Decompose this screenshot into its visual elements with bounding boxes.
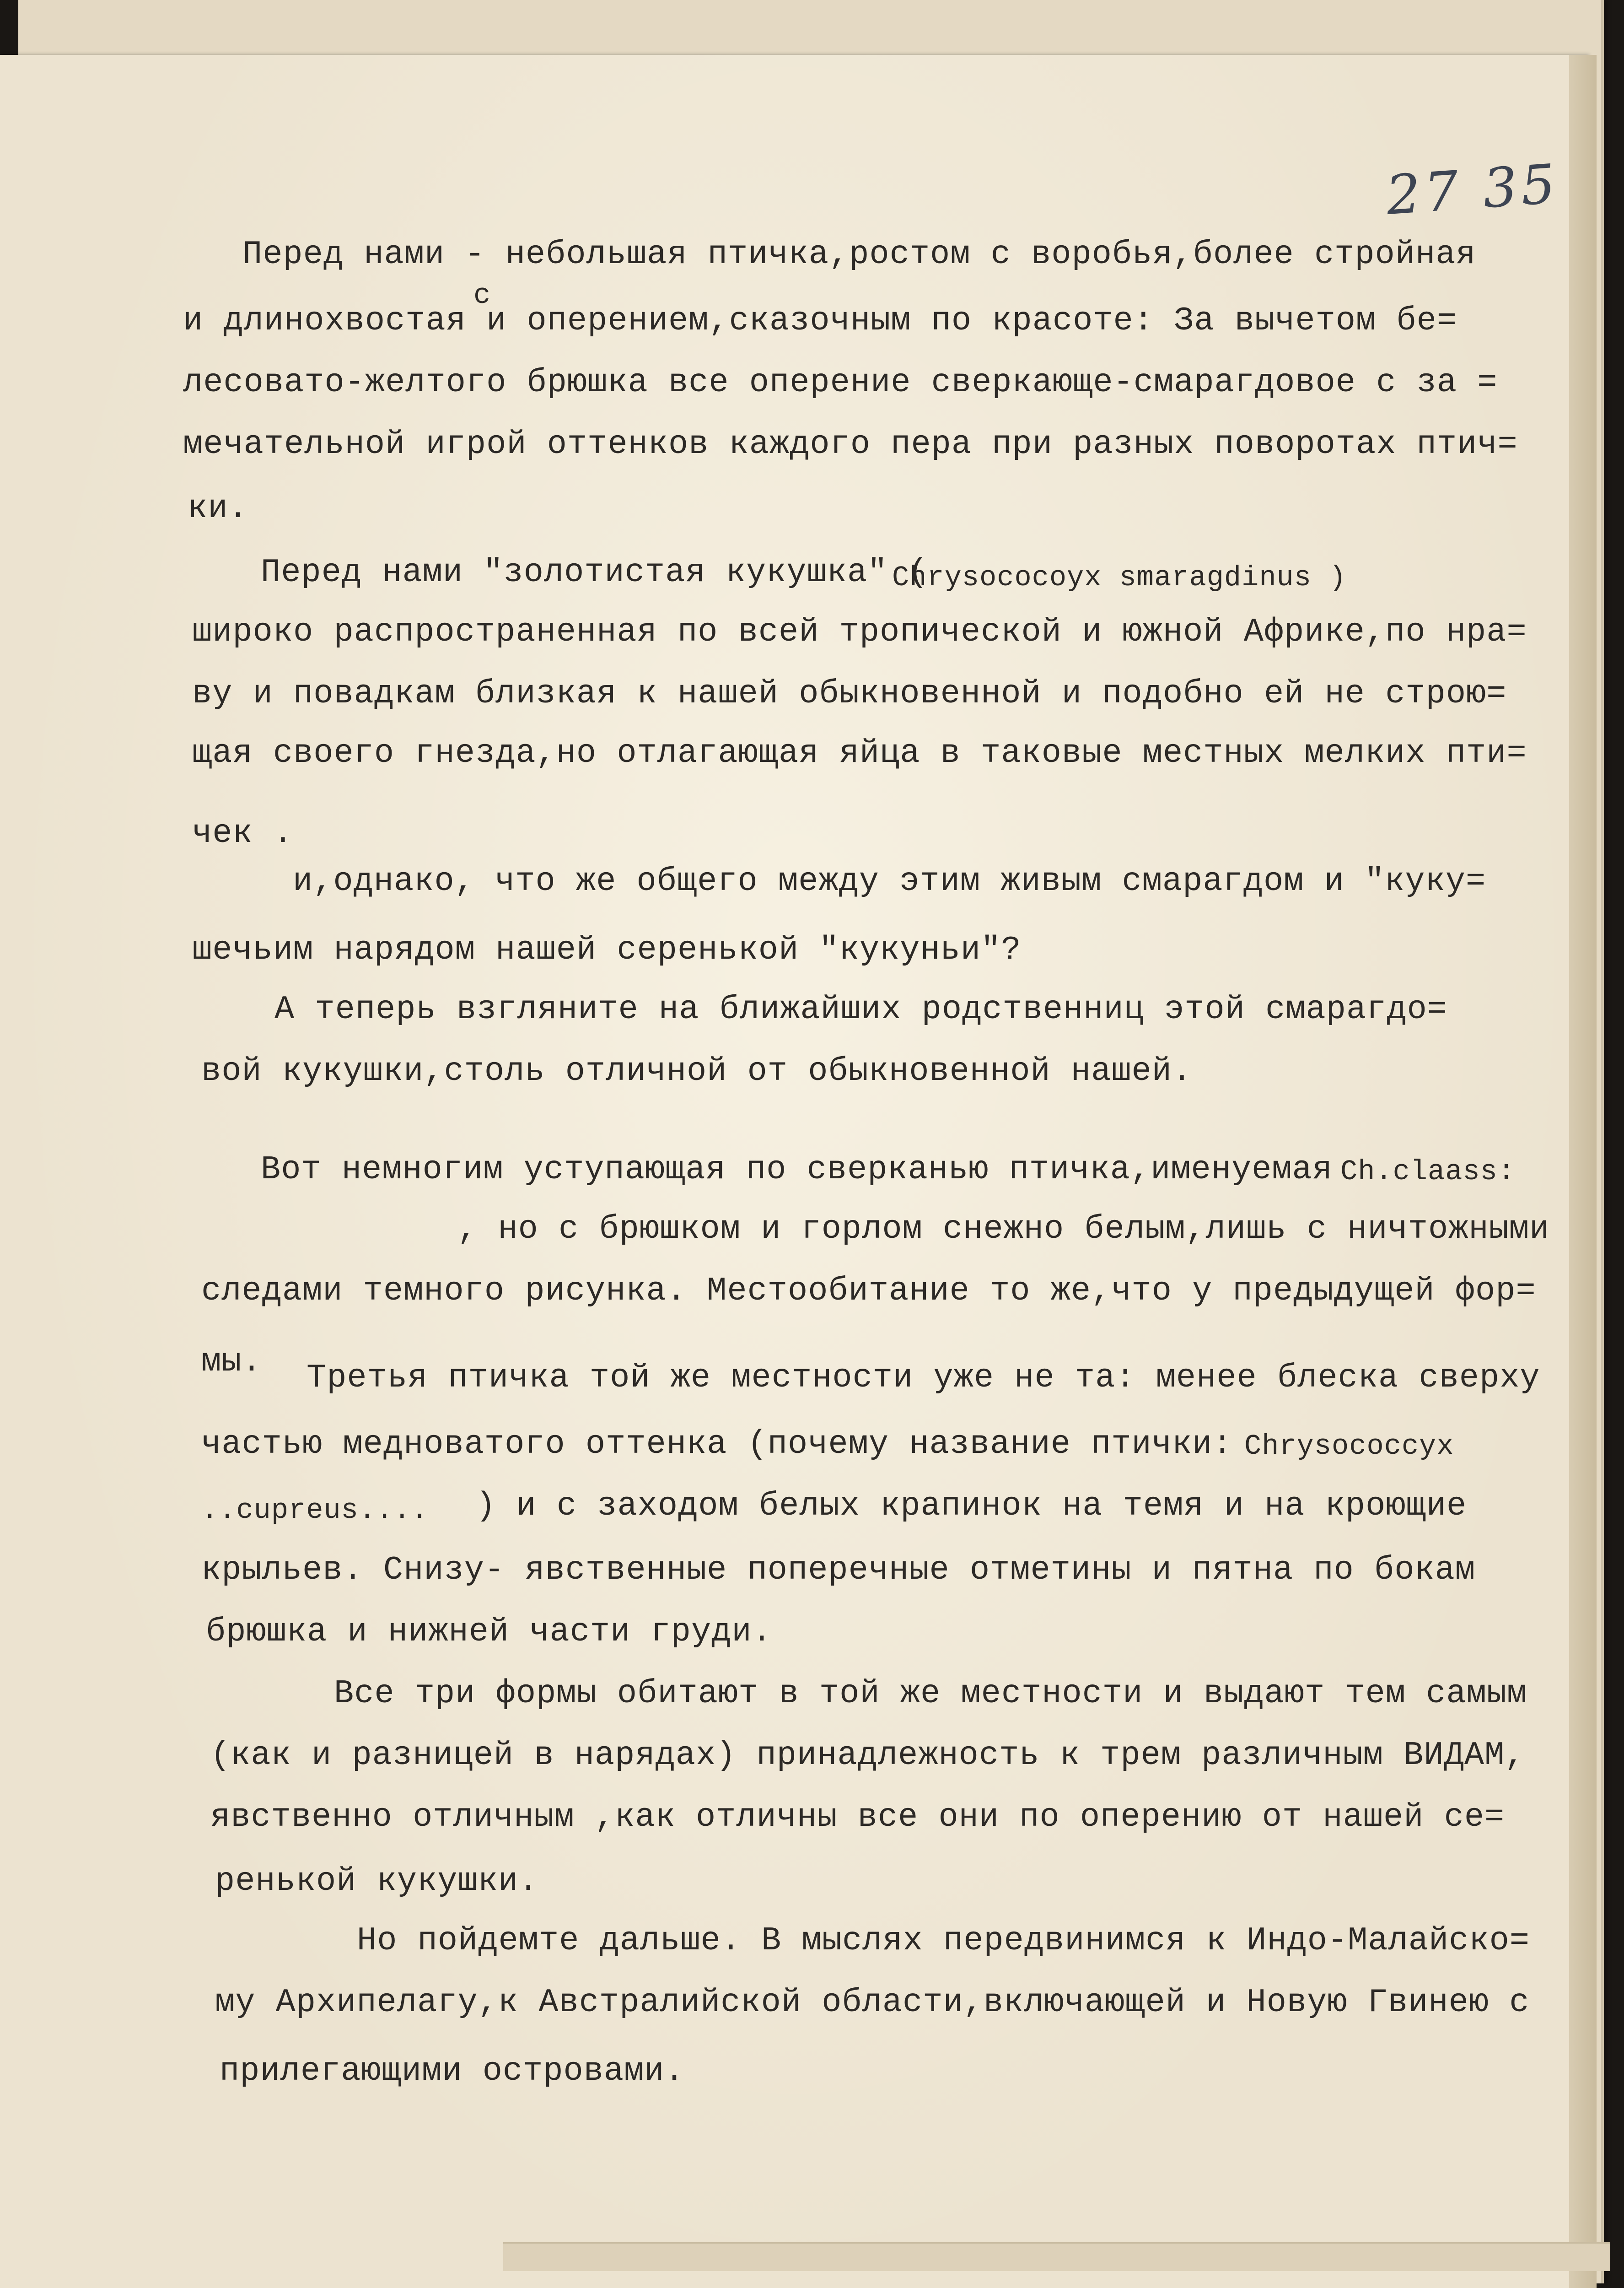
- stacked-pages-edge: [503, 2242, 1610, 2271]
- text-line: (как и разницей в нарядах) принадлежность к трем различным ВИДАМ,: [210, 1737, 1525, 1774]
- text-line: Вот немногим уступающая по сверканью птичка,именуемая: [261, 1151, 1333, 1188]
- text-line: брюшка и нижней части груди.: [206, 1613, 772, 1651]
- latin-species-name: Chrysococcyx: [1244, 1430, 1454, 1462]
- text-line: Но пойдемте дальше. В мыслях передвинимся к Индо-Малайско=: [357, 1922, 1530, 1959]
- text-line: ренькой кукушки.: [215, 1862, 539, 1900]
- text-line: А теперь взгляните на ближайших родственниц этой смарагдо=: [274, 991, 1448, 1028]
- text-line: лесовато-желтого брюшка все оперение сверкающе-смарагдовое с за =: [183, 364, 1498, 401]
- text-line: щая своего гнезда,но отлагающая яйца в таковые местных мелких пти=: [192, 734, 1527, 772]
- text-line: шечьим нарядом нашей серенькой "кукуньи"?: [192, 931, 1022, 969]
- text-line: вой кукушки,столь отличной от обыкновенной нашей.: [201, 1052, 1193, 1090]
- text-line: ву и повадкам близкая к нашей обыкновенной и подобно ей не строю=: [192, 675, 1507, 712]
- text-line: частью медноватого оттенка (почему название птички:: [201, 1425, 1233, 1463]
- text-line: широко распространенная по всей тропической и южной Африке,по нра=: [192, 613, 1527, 651]
- text-line: , но с брюшком и горлом снежно белым,лишь с ничтожными: [457, 1210, 1550, 1248]
- text-line: чек .: [192, 815, 294, 852]
- text-line: му Архипелагу,к Австралийской области,включающей и Новую Гвинею с: [215, 1984, 1530, 2021]
- inserted-letter: с: [473, 279, 491, 312]
- folio-number: 27 35: [1384, 151, 1561, 227]
- latin-species-name: Ch.claass:: [1340, 1155, 1516, 1188]
- text-line: Все три формы обитают в той же местности и выдают тем самым: [334, 1675, 1527, 1712]
- text-line: прилегающими островами.: [220, 2052, 685, 2090]
- text-line: ки.: [188, 490, 248, 527]
- text-line: крыльев. Снизу- явственные поперечные отметины и пятна по бокам: [201, 1551, 1476, 1589]
- text-line: мы.: [201, 1343, 262, 1381]
- text-line: ) и с заходом белых крапинок на темя и на кроющие: [476, 1487, 1467, 1525]
- text-line: и длинохвостая и оперением,сказочным по красоте: За вычетом бе=: [183, 302, 1457, 340]
- text-line: явственно отличным ,как отличны все они по оперению от нашей се=: [210, 1798, 1505, 1836]
- latin-species-name: ..cupreus....: [201, 1494, 429, 1527]
- text-line: мечательной игрой оттенков каждого пера при разных поворотах птич=: [183, 426, 1518, 463]
- page-edge: [1569, 55, 1597, 2288]
- text-line: Третья птичка той же местности уже не та: менее блеска сверху: [307, 1359, 1540, 1397]
- text-line: Перед нами - небольшая птичка,ростом с воробья,более стройная: [242, 236, 1476, 273]
- text-line: и,однако, что же общего между этим живым смарагдом и "куку=: [293, 863, 1486, 900]
- latin-species-name: Chrysococoyx smaragdinus ): [892, 561, 1347, 594]
- text-line: Перед нами "золотистая кукушка" (: [261, 554, 928, 591]
- text-line: следами темного рисунка. Местообитание то же,что у предыдущей фор=: [201, 1272, 1536, 1310]
